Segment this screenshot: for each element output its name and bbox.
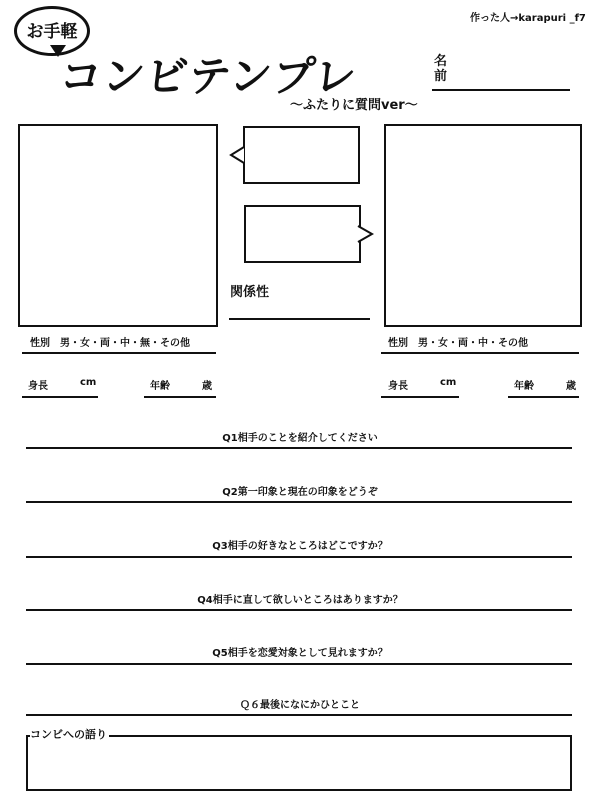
right-speech-tail	[357, 224, 375, 244]
relationship-field[interactable]	[229, 318, 370, 320]
answer-line-4[interactable]	[26, 609, 572, 611]
right-height-label: 身長	[388, 381, 408, 392]
left-age-field[interactable]	[144, 396, 216, 398]
left-age-unit: 歳	[202, 381, 212, 392]
right-height-unit: cm	[440, 377, 457, 388]
question-5: Q5相手を恋愛対象として見れますか？	[212, 648, 388, 659]
right-age-unit: 歳	[566, 381, 576, 392]
question-1: Q1相手のことを紹介してください	[222, 433, 378, 444]
combi-talk-box[interactable]	[26, 735, 572, 791]
right-speech-box[interactable]	[244, 205, 361, 263]
left-height-field[interactable]	[22, 396, 98, 398]
left-height-unit: cm	[80, 377, 97, 388]
question-4: Q4相手に直して欲しいところはありますか？	[197, 595, 403, 606]
left-age-label: 年齢	[150, 381, 170, 392]
relationship-label: 関係性	[230, 285, 270, 300]
badge-text: お手軽	[26, 22, 78, 42]
answer-line-1[interactable]	[26, 447, 572, 449]
page-subtitle: 〜ふたりに質問ver〜	[290, 98, 418, 113]
answer-line-2[interactable]	[26, 501, 572, 503]
name-label: 名前	[434, 54, 448, 84]
left-speech-box[interactable]	[243, 126, 360, 184]
answer-line-5[interactable]	[26, 663, 572, 665]
left-gender-field[interactable]	[22, 352, 216, 354]
answer-line-3[interactable]	[26, 556, 572, 558]
right-gender-field[interactable]	[381, 352, 579, 354]
right-age-field[interactable]	[508, 396, 579, 398]
right-gender-label: 性別 男・女・両・中・その他	[388, 338, 528, 349]
right-character-panel[interactable]	[384, 124, 582, 327]
question-2: Q2第一印象と現在の印象をどうぞ	[222, 487, 378, 498]
left-character-panel[interactable]	[18, 124, 218, 327]
page-title: コンビテンプレ	[57, 52, 360, 101]
right-age-label: 年齢	[514, 381, 534, 392]
left-speech-tail	[229, 145, 247, 165]
question-6: Ｑ６最後になにかひとこと	[240, 700, 360, 711]
left-gender-label: 性別 男・女・両・中・無・その他	[30, 338, 190, 349]
question-3: Q3相手の好きなところはどこですか？	[212, 541, 388, 552]
answer-line-6[interactable]	[26, 714, 572, 716]
left-height-label: 身長	[28, 381, 48, 392]
credit-text: 作った人→karapuri _f7	[470, 13, 586, 24]
name-field[interactable]	[432, 89, 570, 91]
right-height-field[interactable]	[381, 396, 459, 398]
combi-talk-label: コンビへの語り	[30, 728, 107, 741]
